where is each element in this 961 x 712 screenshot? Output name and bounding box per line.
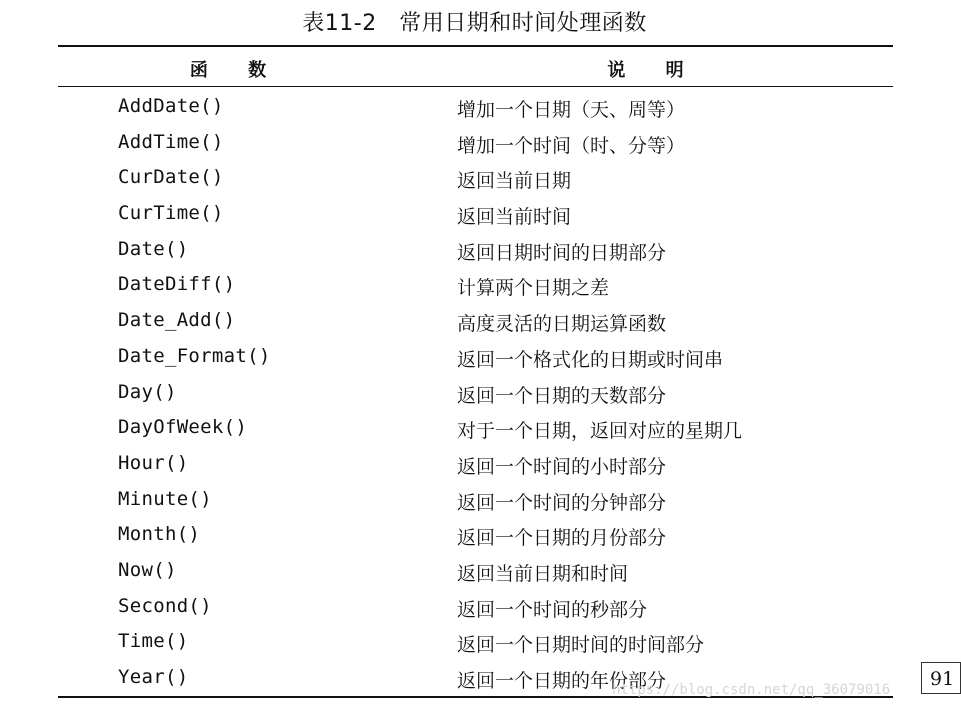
- function-name: Date(): [118, 237, 189, 260]
- table-row: [58, 624, 893, 660]
- function-name: Minute(): [118, 487, 212, 510]
- table-row: [58, 232, 893, 268]
- function-name: Day(): [118, 380, 177, 403]
- table-row: [58, 482, 893, 518]
- function-description: 返回日期时间的日期部分: [457, 241, 667, 264]
- table-row: [58, 375, 893, 411]
- table-header-row: [58, 47, 893, 86]
- watermark-text: https://blog.csdn.net/qq_36079016: [612, 682, 891, 698]
- function-description: 返回一个日期的年份部分: [457, 670, 667, 692]
- table-row: [58, 553, 893, 589]
- function-description: 增加一个时间（时、分等）: [457, 134, 686, 157]
- functions-table: [58, 45, 893, 698]
- function-name: DayOfWeek(): [118, 416, 248, 439]
- table-row: [58, 589, 893, 625]
- function-description: 对于一个日期，返回对应的星期几: [457, 420, 743, 443]
- function-description: 返回一个日期的天数部分: [457, 384, 667, 407]
- table-row: [58, 267, 893, 303]
- function-name: Now(): [118, 558, 177, 581]
- function-description: 返回一个时间的秒部分: [457, 598, 648, 621]
- table-row: [58, 303, 893, 339]
- table-caption: 表11-2 常用日期和时间处理函数: [302, 11, 647, 36]
- header-function: 函 数: [189, 60, 267, 81]
- function-name: CurDate(): [118, 166, 224, 189]
- table-row: [58, 160, 893, 196]
- table-row: [58, 339, 893, 375]
- function-name: Second(): [118, 594, 212, 617]
- table-row: [58, 196, 893, 232]
- page-number: 91: [921, 662, 961, 694]
- function-description: 返回当前日期: [457, 170, 572, 193]
- function-description: 返回一个日期的月份部分: [457, 527, 667, 550]
- function-name: Date_Add(): [118, 309, 236, 332]
- function-name: DateDiff(): [118, 273, 236, 296]
- function-description: 返回当前时间: [457, 206, 572, 229]
- table-row: [58, 89, 893, 125]
- function-name: Date_Format(): [118, 344, 271, 367]
- header-description: 说 明: [607, 60, 684, 81]
- function-description: 返回一个日期时间的时间部分: [457, 634, 705, 657]
- function-name: Month(): [118, 523, 201, 546]
- function-name: Year(): [118, 666, 189, 688]
- function-description: 高度灵活的日期运算函数: [457, 313, 667, 336]
- function-name: AddDate(): [118, 95, 224, 117]
- function-description: 返回当前日期和时间: [457, 562, 629, 585]
- function-name: CurTime(): [118, 202, 224, 225]
- function-name: Time(): [118, 630, 189, 653]
- function-description: 返回一个时间的小时部分: [457, 455, 667, 478]
- function-description: 计算两个日期之差: [457, 277, 610, 300]
- function-description: 返回一个格式化的日期或时间串: [457, 348, 724, 371]
- table-row: [58, 410, 893, 446]
- table-row: [58, 517, 893, 553]
- table-row: [58, 125, 893, 161]
- function-name: AddTime(): [118, 130, 224, 153]
- function-description: 增加一个日期（天、周等）: [457, 99, 686, 121]
- function-description: 返回一个时间的分钟部分: [457, 491, 667, 514]
- table-row: [58, 446, 893, 482]
- function-name: Hour(): [118, 451, 189, 474]
- table-body: [58, 87, 893, 696]
